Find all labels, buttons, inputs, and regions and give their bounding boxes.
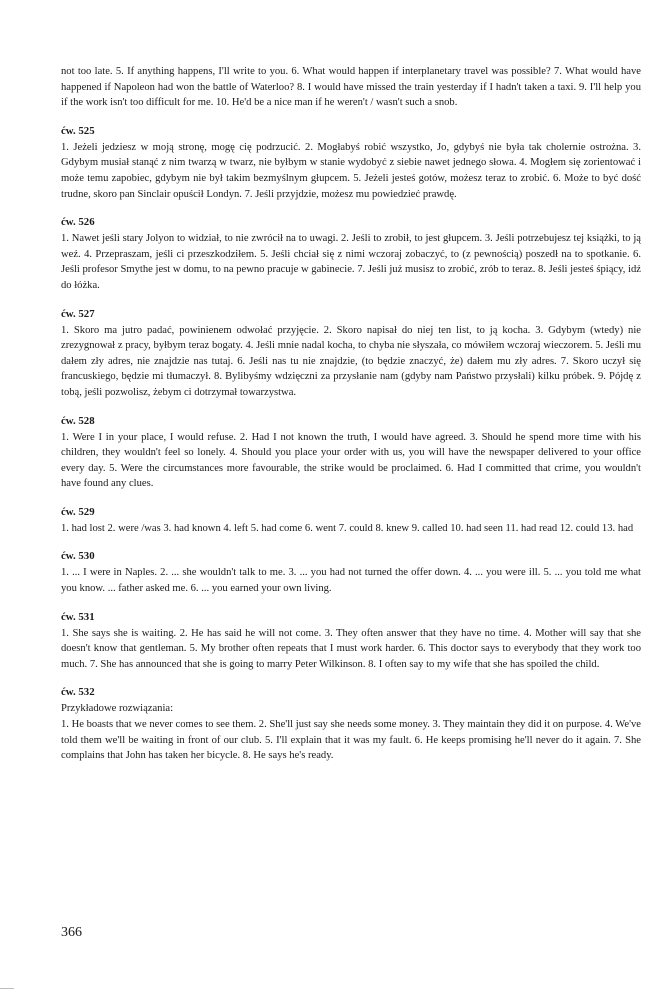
section-heading: ćw. 531: [61, 610, 95, 623]
section-text: 1. ... I were in Naples. 2. ... she wouldn't talk to me. 3. ... you had not turned the offer down. 4. ... you were ill. 5. ... you told me what you know. ... father asked me. 6. ... you earned your own living.: [61, 567, 641, 595]
section-heading: ćw. 529: [61, 505, 95, 518]
section-text: 1. Were I in your place, I would refuse. 2. Had I not known the truth, I would have agreed. 3. Should he spend more time with his children, they wouldn't feel so lonely. 4. Should you place your order with us, you will have the newspaper delivered to your office every day. 5. Were the circumstances more favourable, the strike would be proclaimed. 6. Had I committed that crime, you wouldn't have found any clues.: [61, 431, 641, 490]
section-heading: ćw. 527: [61, 307, 95, 320]
section-text: 1. Jeżeli jedziesz w moją stronę, mogę cię podrzucić. 2. Mogłabyś robić wszystko, Jo, gdybyś nie była tak cholernie ostrożna. 3. Gdybym musiał stanąć z nim twarzą w twarz, nie byłbym w stanie wydobyć z siebie nawet jednego słowa. 4. Mogłem się zorientować i może temu zapobiec, gdybym nie był takim bezmyślnym głupcem. 5. Jeżeli jesteś gotów, możesz teraz to zrobić. 6. Może to być dość trudne, skoro pan Sinclair opuścił Londyn. 7. Jeśli przyjdzie, możesz mu powiedzieć prawdę.: [61, 141, 641, 200]
section-text: 1. Nawet jeśli stary Jolyon to widział, to nie zwrócił na to uwagi. 2. Jeśli to zrobił, to jest głupcem. 3. Jeśli potrzebujesz tej książki, to ją weź. 4. Przepraszam, jeśli ci przeszkodziłem. 5. Jeśli chciał się z nimi wczoraj zobaczyć, to (z pewnością) poszedł na to spotkanie. 6. Jeśli profesor Smythe jest w domu, to na pewno pracuje w gabinecie. 7. Jeśli już musisz to zrobić, zrób to teraz. 8. Jeśli jesteś śpiący, idź do łóżka.: [61, 233, 641, 291]
answer-key-page: [61, 64, 641, 764]
intro-paragraph: not too late. 5. If anything happens, I'll write to you. 6. What would happen if interplanetary travel was possible? 7. What would have happened if Napoleon had won the battle of Waterloo? 8. I would have missed the train yesterday if I hadn't taken a taxi. 9. I'll help you if the work isn't too difficult for me. 10. He'd be a nice man if he weren't / wasn't such a snob.: [61, 66, 641, 109]
section-note: Przykładowe rozwiązania:: [61, 703, 174, 715]
section-526: [61, 215, 641, 293]
section-527: [61, 307, 641, 401]
section-heading: ćw. 526: [61, 216, 95, 229]
section-heading: ćw. 532: [61, 686, 95, 699]
page-number: 366: [61, 925, 82, 940]
section-text: 1. Skoro ma jutro padać, powinienem odwołać przyjęcie. 2. Skoro napisał do niej ten list, to ją kocha. 3. Gdybym (wtedy) nie zrezygnował z pracy, byłbym teraz bogaty. 4. Jeśli mnie nadal kocha, to chyba nie słyszała, co mówiłem wczoraj wieczorem. 5. Jeśli mu dałem zły adres, nie znajdzie nas tutaj. 6. Jeśli nas tu nie znajdzie, (to będzie znaczyć, że) dałem mu zły adres. 7. Skoro uczył się francuskiego, będzie mi tłumaczył. 8. Bylibyśmy wdzięczni za przysłanie nam (gdyby nam Państwo przysłali) kilku próbek. 9. Pójdę z tobą, jeśli pozwolisz, żebym ci dotrzymał towarzystwa.: [61, 324, 641, 398]
section-529: [61, 505, 641, 537]
section-text: 1. She says she is waiting. 2. He has said he will not come. 3. They often answer that they have no time. 4. Mother will say that she doesn't know that gentleman. 5. My brother often repeats that I must work harder. 6. This doctor says to everybody that they work too much. 7. She has announced that she is going to marry Peter Wilkinson. 8. I often say to my wife that she has spoiled the child.: [61, 627, 641, 670]
section-532: [61, 685, 641, 763]
section-531: [61, 610, 641, 673]
scan-edge-mark: [0, 988, 14, 989]
section-heading: ćw. 525: [61, 124, 95, 137]
section-heading: ćw. 528: [61, 414, 95, 427]
section-525: [61, 124, 641, 202]
section-text: 1. had lost 2. were /was 3. had known 4. left 5. had come 6. went 7. could 8. knew 9. called 10. had seen 11. had read 12. could 13. had: [61, 522, 634, 534]
section-text: 1. He boasts that we never comes to see them. 2. She'll just say she needs some money. 3. They maintain they did it on purpose. 4. We've told them we'll be waiting in front of our club. 5. I'll explain that it was my fault. 6. He keeps promising he'll never do it again. 7. She complains that John has taken her bicycle. 8. He says he's ready.: [61, 719, 641, 762]
section-heading: ćw. 530: [61, 550, 95, 563]
section-528: [61, 414, 641, 492]
section-530: [61, 549, 641, 596]
